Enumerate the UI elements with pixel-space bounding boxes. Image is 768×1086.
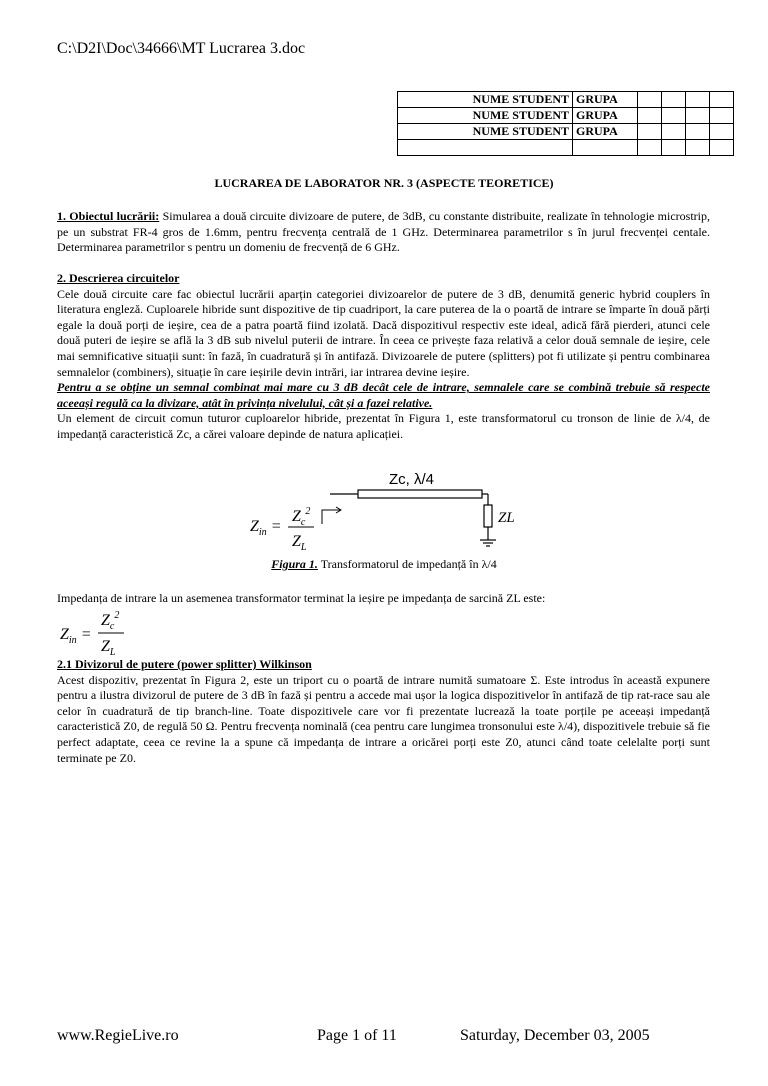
grade-cell: [662, 108, 686, 124]
grade-cell: [638, 92, 662, 108]
denominator: $Z_L$: [292, 533, 307, 553]
table-row: [398, 108, 734, 124]
footer-date: Saturday, December 03, 2005: [460, 1027, 650, 1044]
grade-cell: [686, 92, 710, 108]
grade-cell: [710, 124, 734, 140]
footer-site: www.RegieLive.ro: [57, 1027, 179, 1044]
emphasis-paragraph: Pentru a se obține un semnal combinat mai mare cu 3 dB decât cele de intrare, semnalele care se combină trebuie să respecte aceeași regulă ca la divizare, atât în privința nivelului, cât și a fazei relative.: [57, 380, 710, 410]
caption-text: Transformatorul de impedanță în λ/4: [317, 557, 497, 571]
load-resistor: [484, 505, 492, 527]
svg-text:Zin =: $Z_{in}$ =: [60, 626, 92, 646]
section-objective: [57, 209, 710, 256]
grade-cell: [686, 108, 710, 124]
grade-cell: [710, 92, 734, 108]
paragraph: Un element de circuit comun tuturor cuploarelor hibride, prezentat în Figura 1, este transformatorul cu tronson de linie de λ/4, de impedanță caracteristică Zc, a cărei valoare depinde de natura aplicației.: [57, 411, 710, 441]
grade-cell: [662, 124, 686, 140]
table-row: [398, 124, 734, 140]
paragraph: Impedanța de intrare la un asemenea transformator terminat la ieșire pe impedanța de sarcină ZL este:: [57, 591, 546, 605]
name-cell: NUME STUDENT: [398, 92, 573, 108]
grade-cell: [686, 140, 710, 156]
group-cell: GRUPA: [573, 124, 638, 140]
grade-cell: [710, 108, 734, 124]
group-cell: [573, 140, 638, 156]
svg-text:ZL: $Z_L$: [101, 638, 116, 656]
line-label: Zc, λ/4: [389, 471, 435, 488]
paragraph: Acest dispozitiv, prezentat în Figura 2, este un triport cu o poartă de intrare numită sumatoare Σ. Este introdus în această expunere pentru a ilustra divizorul de putere de 3 dB în fază și pentru a accede mai ușor la logica dispozitivelor în antifază de tip rat-race sau ale celor în cuadratură de tip branch-line. Toate dispozitivele care vor fi prezentate lucrează la toate porțile pe aceeași impedanță caracteristică Z0, de regulă 50 Ω. Pentru frecvența nominală (cea pentru care lungimea tronsonului este λ/4), dispozitivele trebuie să fie perfect adaptate, ceea ce revine la a spune că impedanța de intrare a oricărei porți este Z0, atunci când toate celelalte porți sunt terminate pe Z0.: [57, 672, 710, 765]
section-heading: 2.1 Divizorul de putere (power splitter) Wilkinson: [57, 657, 312, 671]
figure-1-diagram: [248, 464, 520, 554]
table-row: [398, 140, 734, 156]
page-title: LUCRAREA DE LABORATOR NR. 3 (ASPECTE TEORETICE): [214, 176, 554, 190]
figure-caption: [0, 557, 768, 572]
caption-label: Figura 1.: [271, 557, 318, 571]
grade-cell: [686, 124, 710, 140]
numerator: $Z_c^2$: [292, 506, 311, 528]
load-label: ZL: [498, 510, 515, 526]
grade-cell: [710, 140, 734, 156]
name-cell: NUME STUDENT: [398, 108, 573, 124]
grade-cell: [638, 124, 662, 140]
name-cell: NUME STUDENT: [398, 124, 573, 140]
section-text: Simularea a două circuite divizoare de putere, de 3dB, cu constante distribuite, realizate în tehnologie microstrip, pe un substrat FR-4 gros de 1.6mm, pentru frecvența centrală de 1 GHz. Determinarea parametrilor s în jurul frecvenței centale. Determinarea parametrilor s pentru un domeniu de frecvență de 6 GHz.: [57, 209, 710, 255]
grade-cell: [638, 140, 662, 156]
table-row: [398, 92, 734, 108]
group-cell: GRUPA: [573, 92, 638, 108]
grade-cell: [662, 140, 686, 156]
section-heading: 2. Descrierea circuitelor: [57, 271, 180, 285]
student-table: [397, 91, 734, 156]
zin-symbol: $Z_{in}$ =: [250, 518, 282, 538]
paragraph: Cele două circuite care fac obiectul lucrării aparțin categoriei divizoarelor de putere de 3 dB, denumită generic hybrid couplers în literatura engleză. Cuploarele hibride sunt dispozitive de tip cuadriport, la care puterea de la o poartă de intrare se împarte în două părți egale la două porți de ieșire, cea de a patra poartă fiind izolată. Dacă dispozitivul respectiv este ideal, adică fără pierderi, atunci cele două puteri de ieșire se află la 3 dB sub nivelul puterii de intrare. În ceea ce privește faza relativă a celor două semnale de ieșire, cele mai semnificative situații sunt: în fază, în cuadratură și în antifază. Divizoarele de putere (splitters) pot fi utilizate și pentru combinarea semnalelor (combiners), situație în care ieșirile devin intrări, iar intrarea devine ieșire.: [57, 286, 710, 379]
file-path: C:\D2I\Doc\34666\MT Lucrarea 3.doc: [57, 40, 306, 57]
grade-cell: [662, 92, 686, 108]
footer-page: Page 1 of 11: [317, 1027, 397, 1044]
transmission-line: [358, 490, 482, 498]
section-heading: 1. Obiectul lucrării:: [57, 209, 160, 223]
group-cell: GRUPA: [573, 108, 638, 124]
svg-text:Zc2: $Z_c^2$: [101, 610, 120, 632]
name-cell: [398, 140, 573, 156]
grade-cell: [638, 108, 662, 124]
section-wilkinson: [57, 657, 710, 766]
section-description: [57, 271, 710, 443]
formula-zin: [58, 606, 148, 656]
